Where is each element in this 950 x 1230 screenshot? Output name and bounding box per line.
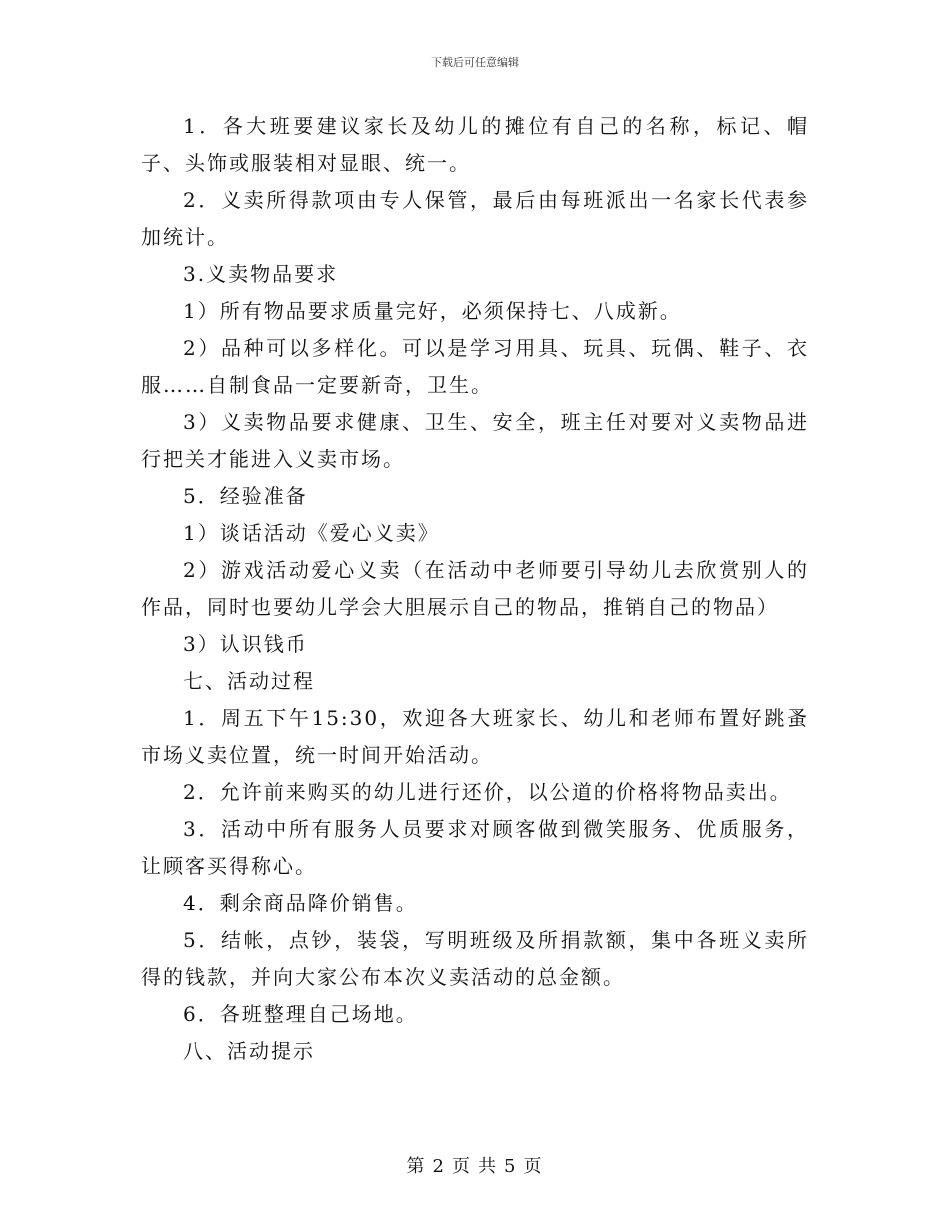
paragraph: 2．允许前来购买的幼儿进行还价，以公道的价格将物品卖出。 [183, 780, 792, 804]
page-header: 下载后可任意编辑 [431, 56, 519, 69]
paragraph: 5．经验准备 [183, 484, 308, 508]
footer-prefix: 第 [406, 1156, 427, 1177]
paragraph: 1）所有物品要求质量完好，必须保持七、八成新。 [183, 299, 682, 323]
paragraph: 3）义卖物品要求健康、卫生、安全，班主任对要对义卖物品进行把关才能进入义卖市场。 [141, 410, 809, 471]
paragraph: 5．结帐，点钞，装袋，写明班级及所捐款额，集中各班义卖所得的钱款，并向大家公布本次义卖活动的总金额。 [141, 928, 809, 989]
paragraph: 3.义卖物品要求 [183, 262, 339, 286]
section-heading: 七、活动过程 [183, 669, 315, 693]
paragraph: 3．活动中所有服务人员要求对顾客做到微笑服务、优质服务，让顾客买得称心。 [141, 817, 809, 878]
page-footer [0, 1152, 950, 1178]
footer-total-word: 共 [478, 1156, 498, 1177]
paragraph: 6．各班整理自己场地。 [183, 1002, 418, 1026]
footer-page-word: 页 [452, 1156, 472, 1177]
paragraph: 3）认识钱币 [183, 632, 308, 656]
section-heading: 八、活动提示 [183, 1039, 315, 1063]
paragraph: 2．义卖所得款项由专人保管，最后由每班派出一名家长代表参加统计。 [141, 188, 809, 249]
total-page-number: 5 [504, 1156, 518, 1177]
paragraph: 4．剩余商品降价销售。 [183, 891, 418, 915]
footer-suffix: 页 [523, 1156, 544, 1177]
current-page-number: 2 [432, 1156, 446, 1177]
paragraph: 1．周五下午15:30，欢迎各大班家长、幼儿和老师布置好跳蚤市场义卖位置，统一时间开始活动。 [141, 706, 809, 767]
paragraph: 2）游戏活动爱心义卖（在活动中老师要引导幼儿去欣赏别人的作品，同时也要幼儿学会大胆展示自己的物品，推销自己的物品） [141, 558, 809, 619]
document-body [141, 108, 809, 1070]
paragraph: 1）谈话活动《爱心义卖》 [183, 521, 440, 545]
paragraph: 2）品种可以多样化。可以是学习用具、玩具、玩偶、鞋子、衣服……自制食品一定要新奇，卫生。 [141, 336, 809, 397]
paragraph: 1．各大班要建议家长及幼儿的摊位有自己的名称，标记、帽子、头饰或服装相对显眼、统一。 [141, 114, 809, 175]
